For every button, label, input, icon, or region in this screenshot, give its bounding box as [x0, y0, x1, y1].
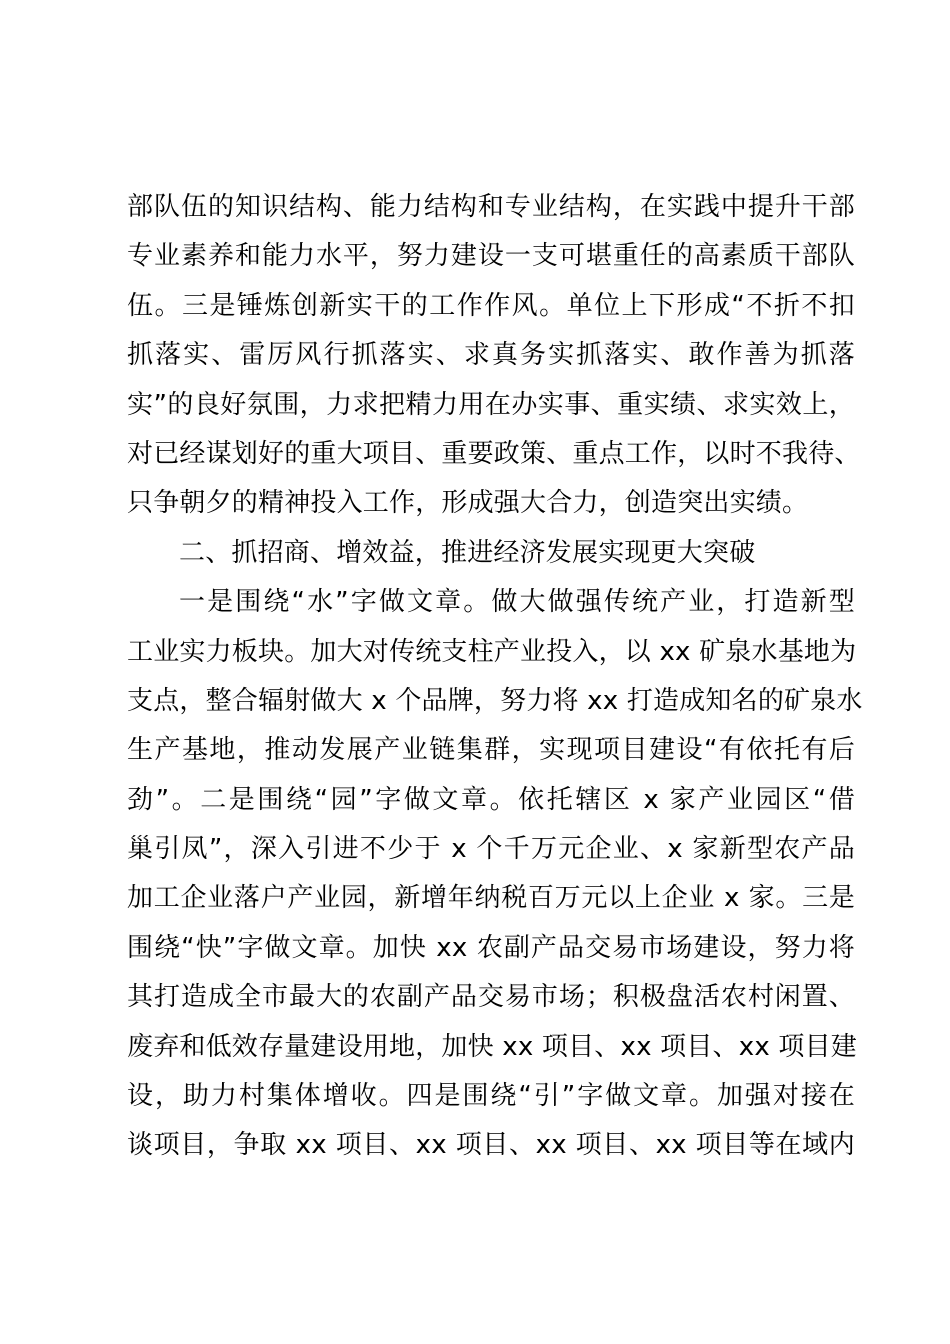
paragraph-line: 一是围绕“水”字做文章。做大做强传统产业，打造新型: [179, 587, 855, 618]
paragraph-line: 对已经谋划好的重大项目、重要政策、重点工作，以时不我待、: [127, 438, 861, 469]
paragraph-line: 只争朝夕的精神投入工作，形成强大合力，创造突出实绩。: [127, 488, 809, 519]
paragraph-line: 设，助力村集体增收。四是围绕“引”字做文章。加强对接在: [127, 1081, 855, 1112]
paragraph-line: 废弃和低效存量建设用地，加快 xx 项目、xx 项目、xx 项目建: [127, 1031, 857, 1062]
paragraph-line: 实”的良好氛围，力求把精力用在办实事、重实绩、求实效上，: [127, 389, 855, 420]
paragraph-line: 巢引凤”，深入引进不少于 x 个千万元企业、x 家新型农产品: [127, 834, 855, 865]
paragraph-line: 劲”。二是围绕“园”字做文章。依托辖区 x 家产业园区“借: [127, 784, 855, 815]
paragraph-line: 围绕“快”字做文章。加快 xx 农副产品交易市场建设，努力将: [127, 932, 855, 963]
paragraph-line: 加工企业落户产业园，新增年纳税百万元以上企业 x 家。三是: [127, 883, 855, 914]
paragraph-line: 伍。三是锤炼创新实干的工作作风。单位上下形成“不折不扣: [127, 290, 855, 321]
paragraph-line: 抓落实、雷厉风行抓落实、求真务实抓落实、敢作善为抓落: [127, 340, 855, 371]
paragraph-line: 工业实力板块。加大对传统支柱产业投入，以 xx 矿泉水基地为: [127, 636, 857, 667]
paragraph-line: 谈项目，争取 xx 项目、xx 项目、xx 项目、xx 项目等在域内: [127, 1130, 855, 1161]
section-heading: 二、抓招商、增效益，推进经济发展实现更大突破: [179, 537, 756, 568]
paragraph-line: 生产基地，推动发展产业链集群，实现项目建设“有依托有后: [127, 735, 855, 766]
paragraph-line: 支点，整合辐射做大 x 个品牌，努力将 xx 打造成知名的矿泉水: [127, 685, 863, 716]
document-body: [127, 183, 867, 1171]
paragraph-line: 专业素养和能力水平，努力建设一支可堪重任的高素质干部队: [127, 241, 855, 272]
paragraph-line: 其打造成全市最大的农副产品交易市场；积极盘活农村闲置、: [127, 982, 855, 1013]
paragraph-line: 部队伍的知识结构、能力结构和专业结构，在实践中提升干部: [127, 192, 855, 222]
